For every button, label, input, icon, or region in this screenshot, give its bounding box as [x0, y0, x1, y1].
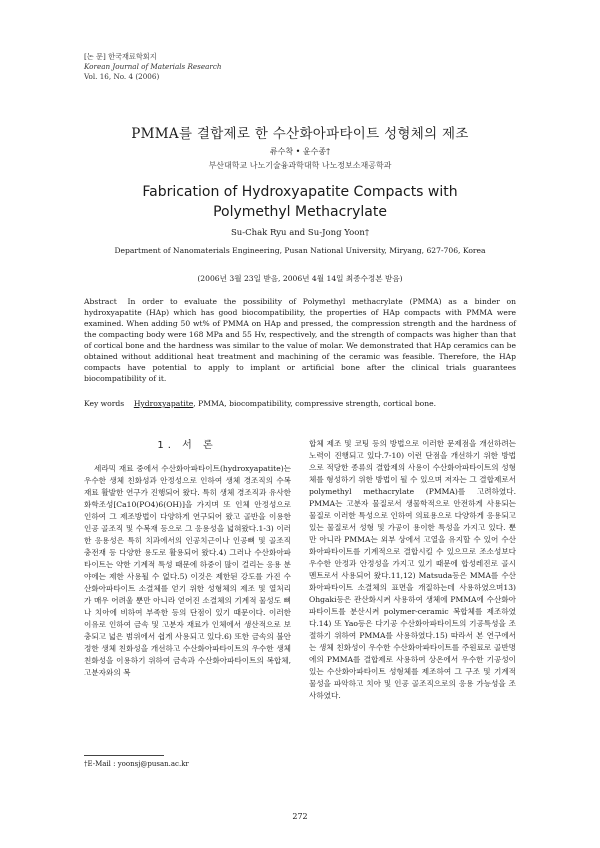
affiliation-korean: 부산대학교 나노기술융과학대학 나노정보소재공학과: [208, 161, 392, 170]
footnote-rule: [84, 755, 164, 756]
abstract: [84, 296, 516, 384]
page-number: 272: [292, 812, 308, 821]
received-dates: (2006년 3월 23일 받음, 2006년 4월 14일 최종수정본 받음): [197, 274, 403, 283]
footnote-email: †E-Mail : yoonsj@pusan.ac.kr: [84, 760, 189, 768]
body-column-right: [309, 438, 516, 702]
authors-korean: 류수착 • 윤수종†: [269, 147, 331, 156]
affiliation-english: Department of Nanomaterials Engineering, Pusan National University, Miryang, 627-706, Korea: [114, 246, 486, 255]
intro-paragraph-right: 합체 제조 및 코팅 등의 방법으로 이러한 문제점을 개선하려는 노력이 진행되고 있다.7-10) 이런 단점을 개선하기 위한 방법으로 적당한 종류의 결합제의 사용이 수산화아파타이트의 성형체를 형성하기 위한 방법이 될 수 있으며 저자는 그 결합제로서 polymethyl methacrylate (PMMA)를 고려하였다. PMMA는 고분자 물질로서 생물학적으로 안전하게 사용되는 물질로 이러한 특성으로 인하여 의료용으로 다양하게 응용되고 있는 물질로서 성형 및 가공이 용이한 특성을 가지고 있다. 뿐만 아니라 PMMA는 외부 상에서 고열을 유지할 수 있어 수산화아파타이트를 기계적으로 결합시킬 수 있으므로 조소성보다 우수한 안정과 안정성을 가지고 있기 때문에 합성레진로 골시멘트로서 사용되어 왔다.11,12) Matsuda등은 MMA를 수산화아파타이트 소결체의 표면을 개질하는데 사용하였으며13) Ohgaki등은 관산화시켜 사용하여 생체에 PMMA에 수산화아파타이트를 분산시켜 polymer-ceramic 복합체를 제조하였다.14) 또 Yao등은 다기공 수산화아파타이트의 기공특성을 조절하기 위하여 PMMA를 사용하였다.15) 따라서 본 연구에서는 생체 친화성이 우수한 수산화아파타이트를 주원료로 골반명에의 PMMA를 결합제로 사용하여 상온에서 우수한 기공성이 있는 수산화아파타이트 성형체를 제조하여 그 구조 및 기계적 물성을 파악하고 치아 및 인공 골조직으로의 응용 가능성을 조사하였다.: [309, 439, 516, 700]
keyword-hydroxyapatite: Hydroxyapatite: [133, 399, 194, 408]
journal-name-en: Korean Journal of Materials Research: [84, 62, 222, 71]
body-column-left: [84, 463, 291, 679]
keywords-rest: , PMMA, biocompatibility, compressive strength, cortical bone.: [193, 399, 436, 408]
intro-paragraph-left: 세라믹 재료 중에서 수산화아파타이트(hydroxyapatite)는 우수한 생체 친화성과 안정성으로 인하여 생체 경조직의 수복재료 활발한 연구가 진행되어 왔다. 특히 생체 경조직과 유사한 화학조성[Ca10(PO4)6(OH)]을 가지며 또 인체 안정성으로 인하여 그 제조방법이 다양하게 연구되어 왔고 골반을 이용한 인공 골조직 및 수복재 등으로 그 응용성을 넓혀왔다.1-3) 이러한 응용성은 특히 치과에서의 인공치근이나 인공뼈 및 골조직 충전재 등 다양한 용도로 활용되어 왔다.4) 그러나 수산화아파타이트는 약한 기계적 특성 때문에 하중이 많이 걸리는 응용 분야에는 제한 사용될 수 없다.5) 이것은 제한된 강도를 가진 수산화아파타이트 소결체를 얻기 위한 성형체의 제조 및 열처리가 매우 어려울 뿐만 아니라 얻어진 소결체의 기계적 물성도 뼈나 치아에 비하여 부족한 등의 단점이 있기 때문이다. 이러한 이유로 인하여 금속 및 고분자 재료가 인체에서 생산적으로 보충되고 넓은 범위에서 쉽게 사용되고 있다.6) 또한 금속의 불안정한 생체 친화성을 개선하고 수산화아파타이트의 우수한 생체 친화성을 이용하기 위하여 금속과 수산화아파타이트의 복합체, 고분자와의 복: [84, 464, 291, 677]
title-english: [60, 182, 540, 222]
journal-name-ko: [논 문] 한국재료학회지: [84, 52, 157, 61]
abstract-text: In order to evaluate the possibility of Polymethyl methacrylate (PMMA) as a binder on hydroxyapatite (HAp) which has good biocompatibility, the properties of HAp compacts with PMMA were examined. When adding 50 wt% of PMMA on HAp and pressed, the compression strength and the hardness of the compacting body were 168 MPa and 55 Hv, respectively, and the strength of compacts was higher than that of cortical bone and the hardness was similar to the value of molar. We demonstrated that HAp ceramics can be obtained without additional heat treatment and machining of the ceramic was feasible. Therefore, the HAp compacts have potential to apply to implant or artificial bone after the clinical trials guarantees biocompatibility of it.: [84, 297, 516, 383]
keywords: [84, 399, 516, 408]
title-korean: PMMA를 결합제로 한 수산화아파타이트 성형체의 제조: [131, 126, 469, 142]
title-english-line-1: Fabrication of Hydroxyapatite Compacts with: [142, 184, 458, 200]
section-heading-introduction: 1. 서 론: [157, 440, 217, 451]
journal-header: [84, 52, 222, 82]
journal-volume: Vol. 16, No. 4 (2006): [84, 72, 160, 81]
authors-english: Su-Chak Ryu and Su-Jong Yoon†: [230, 228, 370, 238]
title-english-line-2: Polymethyl Methacrylate: [213, 204, 387, 220]
abstract-label: Abstract: [84, 297, 117, 306]
keywords-label: Key words: [84, 399, 125, 408]
